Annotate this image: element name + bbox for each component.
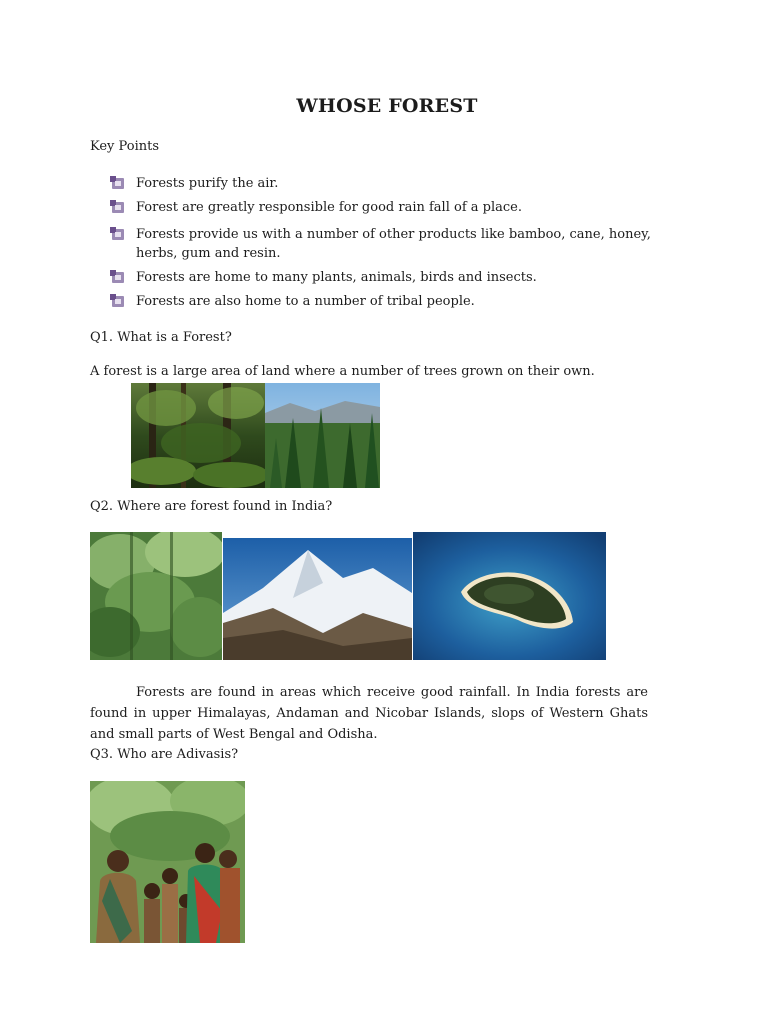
square-bullet-icon: [112, 296, 124, 307]
list-item: [110, 292, 655, 311]
island-aerial-photo: [413, 532, 606, 660]
question-1: Q1. What is a Forest?: [90, 330, 232, 345]
key-points-heading: Key Points: [90, 139, 160, 154]
list-item: [110, 225, 655, 263]
question-3: Q3. Who are Adivasis?: [90, 747, 239, 762]
square-bullet-icon: [112, 272, 124, 283]
square-bullet-icon: [112, 229, 124, 240]
snowy-mountain-photo: [223, 538, 412, 660]
answer-2: Forests are found in areas which receive good rainfall. In India forests are found in upper Himalayas, Andaman and Nicobar Islands, slops of Western Ghats and small parts of West Bengal and Odisha.: [90, 685, 648, 742]
square-bullet-icon: [112, 178, 124, 189]
square-bullet-icon: [112, 202, 124, 213]
pine-forest-photo: [265, 383, 380, 488]
question-2: Q2. Where are forest found in India?: [90, 499, 333, 514]
list-item: [110, 268, 655, 287]
key-point-text: Forests are home to many plants, animals, birds and insects.: [136, 270, 537, 285]
key-point-text: Forests are also home to a number of tribal people.: [136, 294, 475, 309]
key-points-list: [110, 174, 655, 311]
list-item: [110, 198, 655, 217]
key-point-text: Forests purify the air.: [136, 176, 279, 191]
list-item: [110, 174, 655, 193]
key-point-text: Forests provide us with a number of other products like bamboo, cane, honey, herbs, gum and resin.: [136, 227, 651, 261]
adivasi-people-photo: [90, 781, 245, 943]
key-point-text: Forest are greatly responsible for good rain fall of a place.: [136, 200, 522, 215]
bamboo-forest-photo: [90, 532, 222, 660]
answer-1: A forest is a large area of land where a number of trees grown on their own.: [90, 364, 595, 379]
rainforest-photo: [131, 383, 265, 488]
page-title: WHOSE FOREST: [296, 95, 478, 117]
